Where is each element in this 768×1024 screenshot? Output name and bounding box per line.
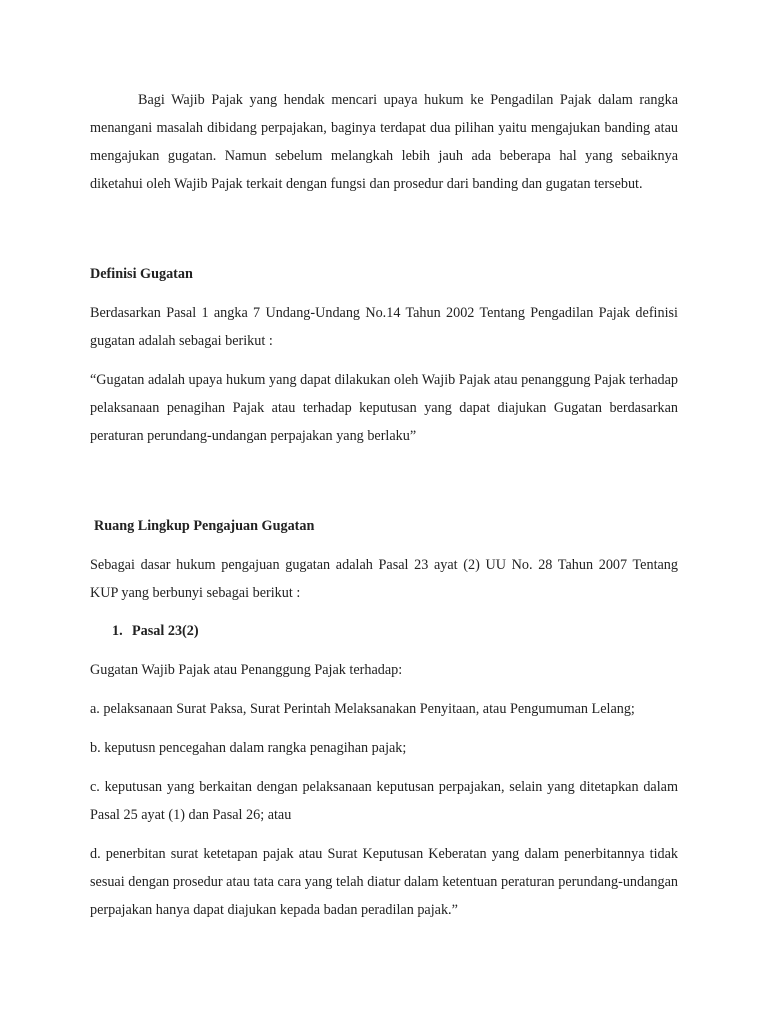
definisi-paragraph: Berdasarkan Pasal 1 angka 7 Undang-Undang No.14 Tahun 2002 Tentang Pengadilan Pajak definisi gugatan adalah sebagai berikut : xyxy=(90,305,678,349)
document-page xyxy=(90,86,678,924)
list-item-a: a. pelaksanaan Surat Paksa, Surat Perintah Melaksanakan Penyitaan, atau Pengumuman Lelang; xyxy=(90,701,635,717)
subheading-pasal-23 xyxy=(90,617,678,645)
intro-paragraph: Bagi Wajib Pajak yang hendak mencari upaya hukum ke Pengadilan Pajak dalam rangka menangani masalah dibidang perpajakan, baginya terdapat dua pilihan yaitu mengajukan banding atau mengajukan gugatan. Namun sebelum melangkah lebih jauh ada beberapa hal yang sebaiknya diketahui oleh Wajib Pajak terkait dengan fungsi dan prosedur dari banding dan gugatan tersebut. xyxy=(90,92,678,192)
heading-ruang-lingkup: Ruang Lingkup Pengajuan Gugatan xyxy=(94,518,315,534)
ruang-lingkup-paragraph: Sebagai dasar hukum pengajuan gugatan adalah Pasal 23 ayat (2) UU No. 28 Tahun 2007 Tentang KUP yang berbunyi sebagai berikut : xyxy=(90,557,678,601)
definisi-quote: “Gugatan adalah upaya hukum yang dapat dilakukan oleh Wajib Pajak atau penanggung Pajak terhadap pelaksanaan penagihan Pajak atau terhadap keputusan yang dapat diajukan Gugatan berdasarkan peraturan perundang-undangan perpajakan yang berlaku” xyxy=(90,372,678,444)
subheading-label: Pasal 23(2) xyxy=(132,623,199,639)
list-item-d: d. penerbitan surat ketetapan pajak atau Surat Keputusan Keberatan yang dalam penerbitannya tidak sesuai dengan prosedur atau tata cara yang telah diatur dalam ketentuan peraturan perundang-undangan perpajakan hanya dapat diajukan kepada badan peradilan pajak.” xyxy=(90,846,678,918)
subheading-number: 1. xyxy=(112,623,123,639)
list-item-c: c. keputusan yang berkaitan dengan pelaksanaan keputusan perpajakan, selain yang ditetapkan dalam Pasal 25 ayat (1) dan Pasal 26; atau xyxy=(90,779,678,823)
heading-definisi-gugatan: Definisi Gugatan xyxy=(90,266,193,282)
gugatan-lead: Gugatan Wajib Pajak atau Penanggung Pajak terhadap: xyxy=(90,662,403,678)
list-item-b: b. keputusn pencegahan dalam rangka penagihan pajak; xyxy=(90,740,407,756)
